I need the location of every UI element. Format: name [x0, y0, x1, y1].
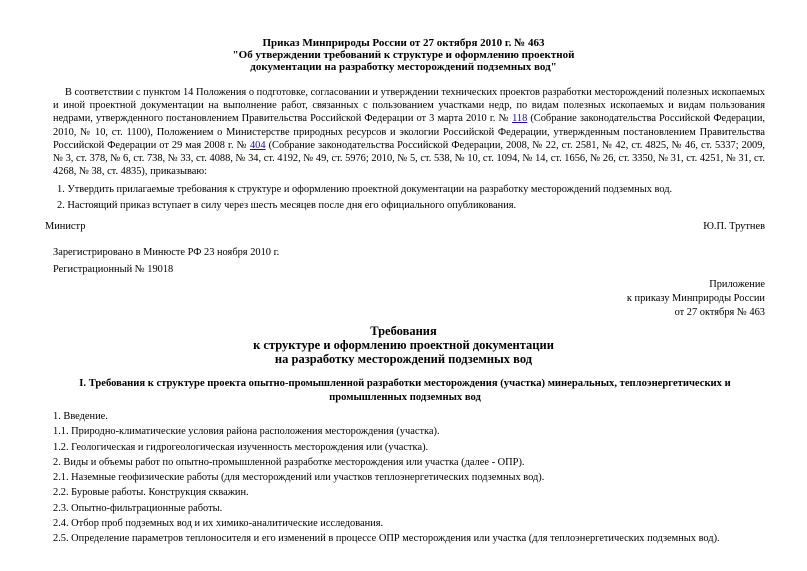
list-item: 2.4. Отбор проб подземных вод и их химико-аналитические исследования. — [53, 518, 384, 530]
section-heading-line-2: промышленных подземных вод — [329, 392, 481, 403]
order-item-2: 2. Настоящий приказ вступает в силу через шесть месяцев после дня его официального опубликования. — [57, 200, 517, 211]
list-item: 1.1. Природно-климатические условия района расположения месторождения (участка). — [53, 426, 440, 438]
order-items — [53, 182, 765, 214]
registration-number: Регистрационный № 19018 — [53, 264, 174, 275]
signatory-name: Ю.П. Трутнев — [703, 221, 765, 232]
list-item: 1.2. Геологическая и гидрогеологическая изученность месторождения или (участка). — [53, 441, 429, 453]
requirements-title-line-2: к структуре и оформлению проектной документации — [253, 338, 554, 352]
order-title-line-1: Приказ Минприроды России от 27 октября 2010 г. № 463 — [262, 37, 545, 49]
appendix-line-3: от 27 октября № 463 — [674, 307, 765, 318]
appendix-block — [627, 278, 765, 320]
appendix-line-1: Приложение — [709, 279, 765, 290]
order-item-1: 1. Утвердить прилагаемые требования к структуре и оформлению проектной документации на разработку месторождений подземных вод. — [57, 184, 673, 195]
section-heading — [40, 377, 770, 405]
registration-date: Зарегистрировано в Минюсте РФ 23 ноября 2010 г. — [53, 247, 280, 258]
order-title — [0, 37, 807, 73]
order-title-line-2: "Об утверждении требований к структуре и оформлению проектной — [232, 49, 575, 61]
list-item: 2.5. Определение параметров теплоносителя и его изменений в процессе ОПР месторождения или участка (для теплоэнергетических подземных вод). — [53, 533, 720, 545]
requirements-title-line-1: Требования — [370, 324, 437, 338]
order-title-line-3: документации на разработку месторождений подземных вод" — [250, 61, 557, 73]
appendix-line-2: к приказу Минприроды России — [626, 293, 765, 304]
list-item: 2.1. Наземные геофизические работы (для месторождений или участков теплоэнергетических подземных вод). — [53, 472, 545, 484]
section-heading-line-1: I. Требования к структуре проекта опытно-промышленной разработки месторождения (участка) минеральных, теплоэнергетических и — [79, 378, 731, 389]
preamble-paragraph — [53, 86, 765, 178]
preamble-text-3: (Собрание законодательства Российской Федерации, 2008, № 22, ст. 2581, № 42, ст. 4825, № 46, ст. 5337; 2009, № 3, ст. 378, № 6, ст. 738, № 33, ст. 4088, № 34, ст. 4192, № 49, ст. 5976; 2010, № 5, ст. 538, № 10, ст. 1094, № 14, ст. 1656, № 26, ст. 3350, № 31, ст. 4251, № 31, ст. 4268, № 38, ст. 4835), приказываю: — [53, 139, 766, 178]
decree-404-link[interactable]: 404 — [249, 139, 266, 151]
list-item: 2.3. Опытно-фильтрационные работы. — [53, 502, 223, 514]
signatory-role: Министр — [45, 221, 86, 232]
preamble-text-1: В соответствии с пунктом 14 Положения о подготовке, согласовании и утверждении технических проектов разработки месторождений полезных ископаемых и иной проектной документации на выполнение работ, связанных с пользованием участками недр, по видам полезных ископаемых и видам пользования недрами, утвержденного постановлением Правительства Российской Федерации от 3 марта 2010 г. № — [53, 87, 765, 125]
decree-118-link[interactable]: 118 — [512, 113, 528, 125]
requirements-title-line-3: на разработку месторождений подземных вод — [274, 352, 533, 366]
list-item: 2. Виды и объемы работ по опытно-промышленной разработке месторождения или участка (далее - ОПР). — [53, 456, 525, 468]
requirements-title — [0, 324, 807, 366]
preamble-text-2: (Собрание законодательства Российской Федерации, 2010, № 10, ст. 1100), Положением о Министерстве природных ресурсов и экологии Российской Федерации, утвержденным постановлением Правительства Российской Федерации от 29 мая 2008 г. № — [53, 113, 765, 151]
registration-block — [53, 244, 279, 278]
list-item: 2.2. Буровые работы. Конструкция скважин. — [53, 487, 249, 499]
list-item: 1. Введение. — [53, 411, 108, 422]
requirements-list — [53, 409, 773, 547]
